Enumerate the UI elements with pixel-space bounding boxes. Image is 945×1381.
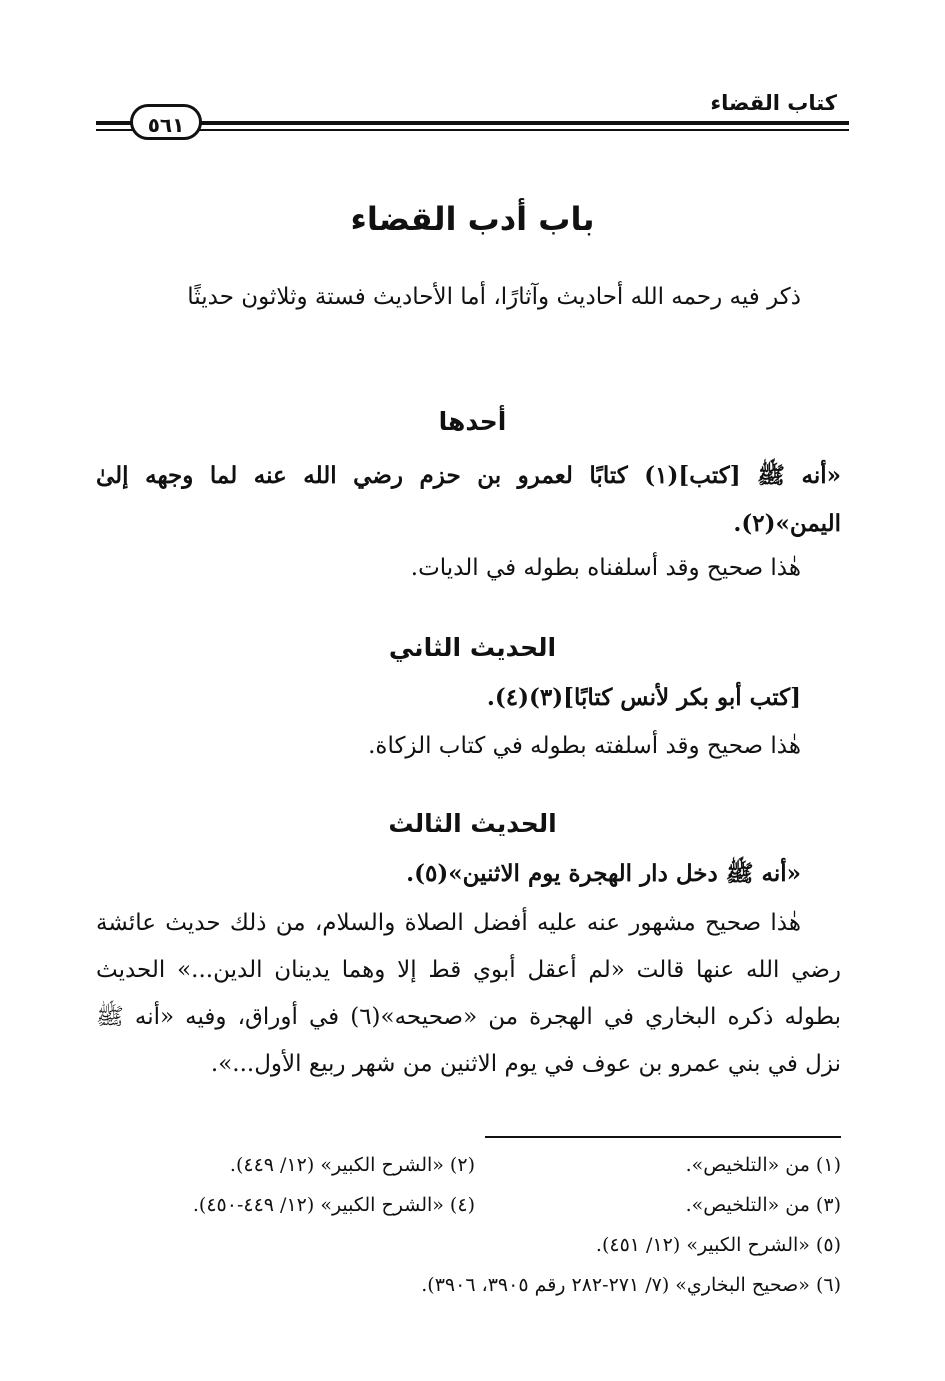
footnote-5: (٥) «الشرح الكبير» (١٢/ ٤٥١). [595,1234,841,1256]
intro-text: ذكر فيه رحمه الله أحاديث وآثارًا، أما الأحاديث فستة وثلاثون حديثًا [187,284,801,310]
page-number: ٥٦١ [130,104,202,140]
footnote-1: (١) من «التلخيص». [685,1154,841,1176]
section-heading-1: أحدها [438,407,507,436]
commentary-3-text: هٰذا صحيح مشهور عنه عليه أفضل الصلاة والسلام، من ذلك حديث عائشة رضي الله عنها قالت «لم أعقل أبوي قط إلا وهما يدينان الدين...» الحديث بطوله ذكره البخاري في الهجرة من «صحيحه»(٦) في أوراق، وفيه «أنه ﷺ نزل في بني عمرو بن عوف في يوم الاثنين من شهر ربيع الأول...». [96,910,841,1077]
running-title: كتاب القضاء [710,91,837,115]
hadith-text-1 [96,452,841,548]
intro-paragraph [96,272,841,323]
footnote-6: (٦) «صحيح البخاري» (٧/ ٢٧١-٢٨٢ رقم ٣٩٠٥، ٣٩٠٦). [421,1274,841,1296]
hadith-text-2: [كتب أبو بكر لأنس كتابًا](٣)(٤). [486,684,801,711]
hadith-text-3: «أنه ﷺ دخل دار الهجرة يوم الاثنين»(٥). [406,860,801,887]
commentary-3 [96,900,841,1088]
header-rule-thin [96,129,849,131]
footnote-rule [485,1136,841,1138]
footnote-4: (٤) «الشرح الكبير» (١٢/ ٤٤٩-٤٥٠). [192,1194,475,1216]
header-rule [96,121,849,125]
hadith-1-text: «أنه ﷺ [كتب](١) كتابًا لعمرو بن حزم رضي الله عنه لما وجهه إلىٰ اليمن»(٢). [96,462,842,537]
section-heading-2: الحديث الثاني [388,633,557,662]
footnote-3: (٣) من «التلخيص». [685,1194,841,1216]
commentary-2: هٰذا صحيح وقد أسلفته بطوله في كتاب الزكاة. [368,733,801,759]
chapter-title: باب أدب القضاء [350,200,595,238]
footnote-2: (٢) «الشرح الكبير» (١٢/ ٤٤٩). [229,1154,475,1176]
section-heading-3: الحديث الثالث [388,809,557,838]
commentary-1: هٰذا صحيح وقد أسلفناه بطوله في الديات. [410,555,801,581]
